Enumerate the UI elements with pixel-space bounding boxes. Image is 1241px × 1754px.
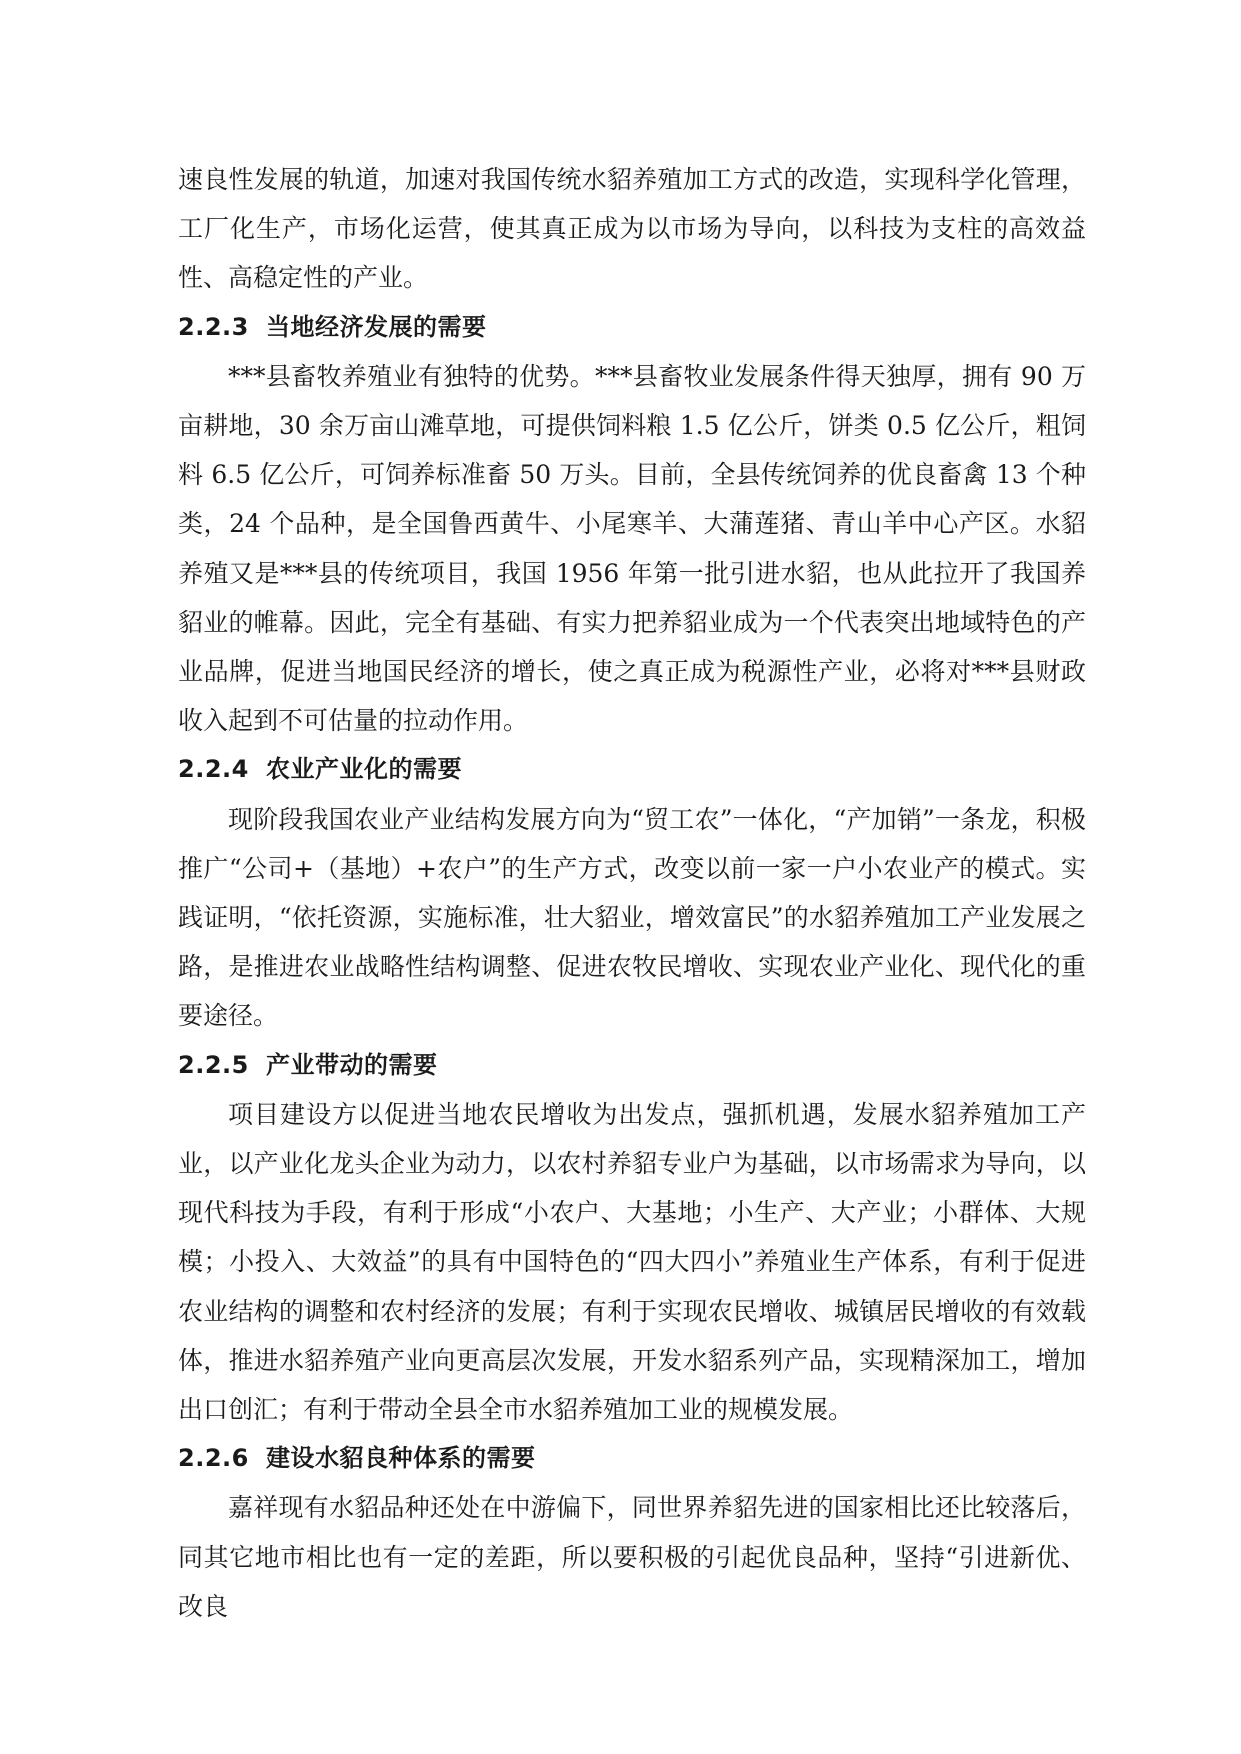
paragraph-intro: 速良性发展的轨道，加速对我国传统水貂养殖加工方式的改造，实现科学化管理，工厂化生产，市场化运营，使其真正成为以市场为导向，以科技为支柱的高效益性、高稳定性的产业。 [178,165,1086,293]
section-number: 2.2.4 [178,755,249,784]
section-title: 农业产业化的需要 [266,755,462,784]
section-heading-2-2-3 [178,303,1086,352]
section-heading-2-2-5 [178,1041,1086,1090]
paragraph-industry-driving: 项目建设方以促进当地农民增收为出发点，强抓机遇，发展水貂养殖加工产业，以产业化龙头企业为动力，以农村养貂专业户为基础，以市场需求为导向，以现代科技为手段，有利于形成“小农户、大基地；小生产、大产业；小群体、大规模；小投入、大效益”的具有中国特色的“四大四小”养殖业生产体系，有利于促进农业结构的调整和农村经济的发展；有利于实现农民增收、城镇居民增收的有效载体，推进水貂养殖产业向更高层次发展，开发水貂系列产品，实现精深加工，增加出口创汇；有利于带动全县全市水貂养殖加工业的规模发展。 [178,1099,1086,1425]
section-heading-2-2-6 [178,1434,1086,1483]
paragraph-local-economy: ***县畜牧养殖业有独特的优势。***县畜牧业发展条件得天独厚，拥有 90 万亩耕地，30 余万亩山滩草地，可提供饲料粮 1.5 亿公斤，饼类 0.5 亿公斤，粗饲料 6.5 亿公斤，可饲养标准畜 50 万头。目前，全县传统饲养的优良畜禽 13 个种类，24 个品种，是全国鲁西黄牛、小尾寒羊、大蒲莲猪、青山羊中心产区。水貂养殖又是***县的传统项目，我国 1956 年第一批引进水貂，也从此拉开了我国养貂业的帷幕。因此，完全有基础、有实力把养貂业成为一个代表突出地域特色的产业品牌，促进当地国民经济的增长，使之真正成为税源性产业，必将对***县财政收入起到不可估量的拉动作用。 [178,361,1086,736]
section-heading-2-2-4 [178,745,1086,794]
section-title: 产业带动的需要 [266,1050,438,1079]
section-number: 2.2.3 [178,312,249,341]
section-number: 2.2.5 [178,1050,249,1079]
section-number: 2.2.6 [178,1444,249,1473]
document-page [178,155,1086,1631]
paragraph-breeding-system: 嘉祥现有水貂品种还处在中游偏下，同世界养貂先进的国家相比还比较落后，同其它地市相比也有一定的差距，所以要积极的引起优良品种，坚持“引进新优、改良 [178,1493,1086,1621]
section-title: 当地经济发展的需要 [266,312,487,341]
section-title: 建设水貂良种体系的需要 [266,1444,536,1473]
paragraph-agri-industrialization: 现阶段我国农业产业结构发展方向为“贸工农”一体化，“产加销”一条龙，积极推广“公司+（基地）+农户”的生产方式，改变以前一家一户小农业产的模式。实践证明，“依托资源，实施标准，壮大貂业，增效富民”的水貂养殖加工产业发展之路，是推进农业战略性结构调整、促进农牧民增收、实现农业产业化、现代化的重要途径。 [178,804,1086,1031]
